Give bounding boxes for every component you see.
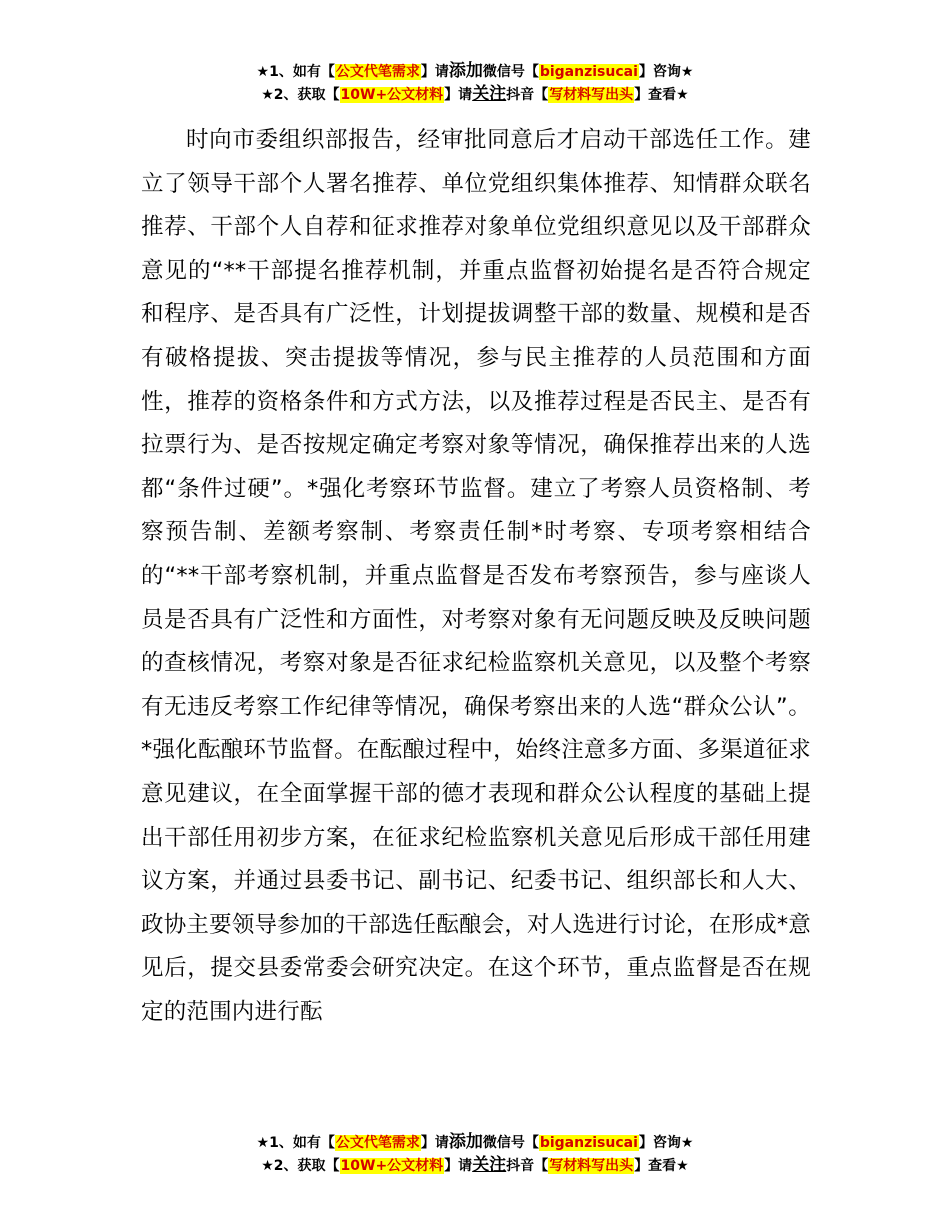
footer-line-2-mid: 】请 [444,1158,473,1174]
footer-line-1-prefix: ★1、如有【 [256,1135,335,1151]
footer-line-1 [0,1131,950,1154]
header-line-2-suffix: 】查看★ [634,87,689,103]
header-line-2-emphasis: 关注 [472,84,507,104]
header-line-1-highlight-service: 公文代笔需求 [335,64,420,80]
header-line-2-mid: 】请 [444,87,473,103]
footer-line-2-highlight-materials: 10W+公文材料 [340,1158,444,1174]
header-banner [0,60,950,106]
header-line-2-highlight-douyin: 写材料写出头 [549,87,634,103]
header-line-1-suffix: 】咨询★ [638,64,694,80]
footer-line-2-mid2: 抖音【 [506,1158,549,1174]
header-line-1-mid2: 微信号【 [482,64,539,80]
footer-line-2 [0,1154,950,1177]
header-line-1 [0,60,950,83]
header-line-1-highlight-wechat: biganzisucai [539,64,638,80]
footer-line-2-prefix: ★2、获取【 [261,1158,340,1174]
footer-line-2-emphasis: 关注 [472,1155,507,1175]
footer-line-1-emphasis: 添加 [448,1132,483,1152]
header-line-2-prefix: ★2、获取【 [261,87,340,103]
footer-line-1-suffix: 】咨询★ [638,1135,694,1151]
footer-line-1-mid2: 微信号【 [482,1135,539,1151]
body-paragraph: 时向市委组织部报告，经审批同意后才启动干部选任工作。建立了领导干部个人署名推荐、单位党组织集体推荐、知情群众联名推荐、干部个人自荐和征求推荐对象单位党组织意见以及干部群众意见的“**干部提名推荐机制，并重点监督初始提名是否符合规定和程序、是否具有广泛性，计划提拔调整干部的数量、规模和是否有破格提拔、突击提拔等情况，参与民主推荐的人员范围和方面性，推荐的资格条件和方式方法，以及推荐过程是否民主、是否有拉票行为、是否按规定确定考察对象等情况，确保推荐出来的人选都“条件过硬”。*强化考察环节监督。建立了考察人员资格制、考察预告制、差额考察制、考察责任制*时考察、专项考察相结合的“**干部考察机制，并重点监督是否发布考察预告，参与座谈人员是否具有广泛性和方面性，对考察对象有无问题反映及反映问题的查核情况，考察对象是否征求纪检监察机关意见，以及整个考察有无违反考察工作纪律等情况，确保考察出来的人选“群众公认”。*强化酝酿环节监督。在酝酿过程中，始终注意多方面、多渠道征求意见建议，在全面掌握干部的德才表现和群众公认程度的基础上提出干部任用初步方案，在征求纪检监察机关意见后形成干部任用建议方案，并通过县委书记、副书记、纪委书记、组织部长和人大、政协主要领导参加的干部选任酝酿会，对人选进行讨论，在形成*意见后，提交县委常委会研究决定。在这个环节，重点监督是否在规定的范围内进行酝 [141,127,811,1025]
footer-line-2-suffix: 】查看★ [634,1158,689,1174]
header-line-1-prefix: ★1、如有【 [256,64,335,80]
footer-line-2-highlight-douyin: 写材料写出头 [549,1158,634,1174]
footer-banner [0,1131,950,1177]
footer-line-1-highlight-service: 公文代笔需求 [335,1135,420,1151]
header-line-2 [0,83,950,106]
header-line-2-highlight-materials: 10W+公文材料 [340,87,444,103]
header-line-1-mid: 】请 [420,64,449,80]
header-line-2-mid2: 抖音【 [506,87,549,103]
footer-line-1-mid: 】请 [420,1135,449,1151]
footer-line-1-highlight-wechat: biganzisucai [539,1135,638,1151]
header-line-1-emphasis: 添加 [448,61,483,81]
